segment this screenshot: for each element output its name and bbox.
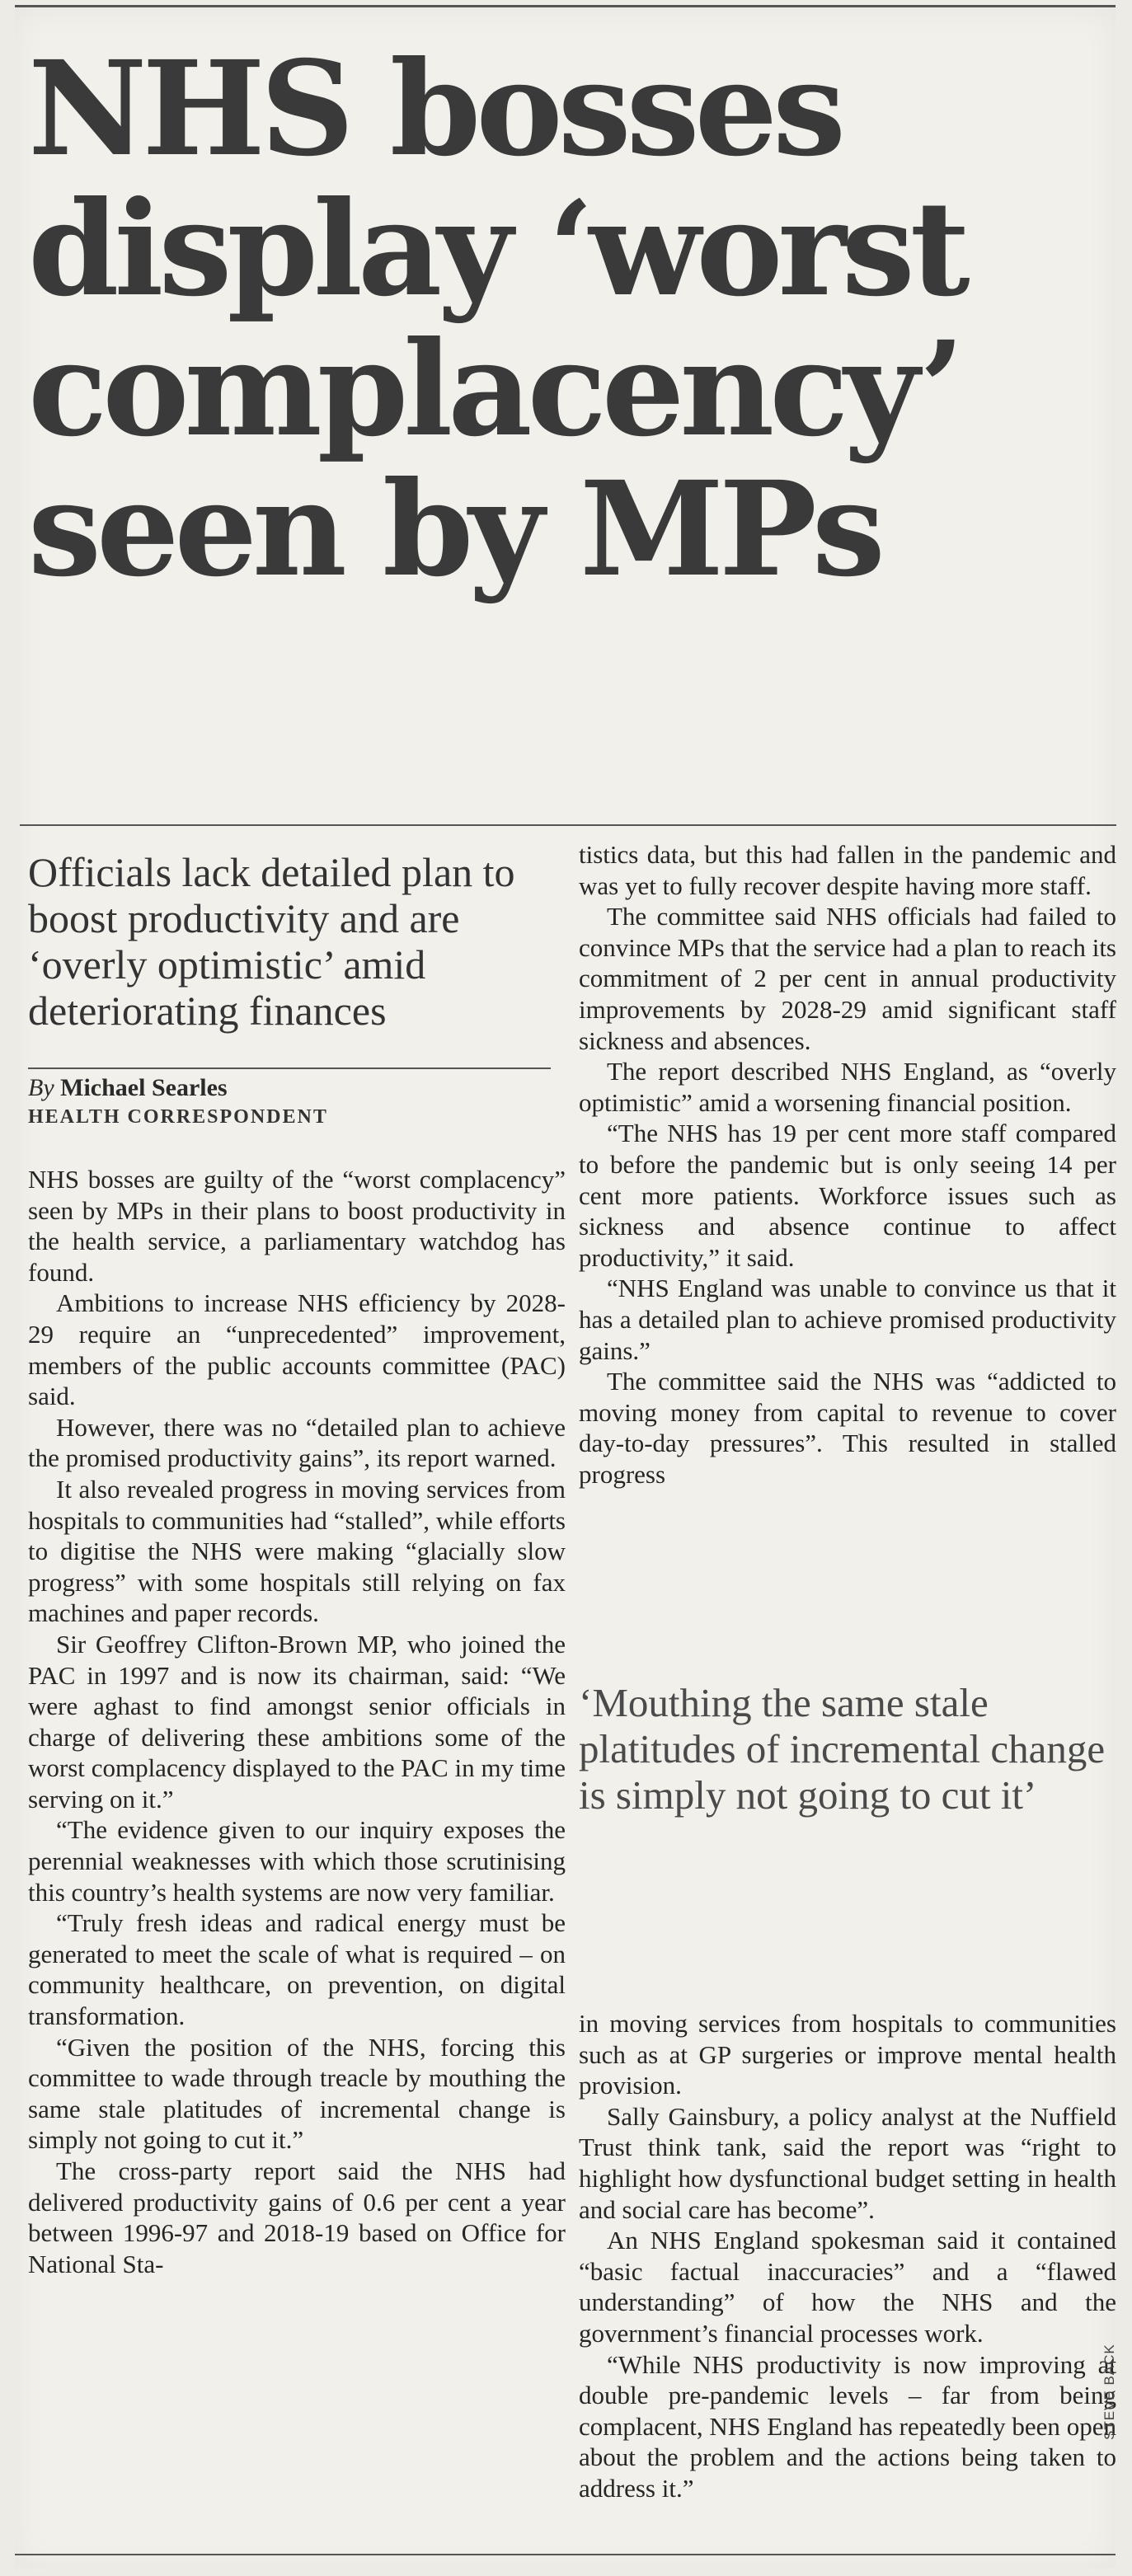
- paragraph: Sir Geoffrey Clifton-Brown MP, who joined the PAC in 1997 and is now its chairman, said: “We were aghast to find amongst senior officials in charge of delivering these ambitions some of the worst complacency displayed to the PAC in my time serving on it.”: [28, 1629, 566, 1814]
- headline: [28, 33, 1116, 606]
- paragraph: NHS bosses are guilty of the “worst complacency” seen by MPs in their plans to boost productivity in the health service, a parliamentary watchdog has found.: [28, 1165, 566, 1287]
- paragraph: “The NHS has 19 per cent more staff compared to before the pandemic but is only seeing 14 per cent more patients. Workforce issues such as sickness and absence continue to affect productivity,” it said.: [579, 1119, 1116, 1272]
- paragraph: The cross-party report said the NHS had delivered productivity gains of 0.6 per cent a year between 1996-97 and 2018-19 based on Office for National Sta-: [28, 2156, 566, 2278]
- article-column-right-bottom: [579, 2008, 1116, 2504]
- paragraph: The committee said NHS officials had failed to convince MPs that the service had a plan to reach its commitment of 2 per cent in annual productivity improvements by 2028-29 amid significant staff sickness and absences.: [579, 902, 1116, 1055]
- paragraph: “Given the position of the NHS, forcing this committee to wade through treacle by mouthing the same stale platitudes of incremental change is simply not going to cut it.”: [28, 2032, 566, 2155]
- paragraph: An NHS England spokesman said it contained “basic factual inaccuracies” and a “flawed understanding” of how the NHS and the government’s financial processes work.: [579, 2226, 1116, 2348]
- paragraph: tistics data, but this had fallen in the pandemic and was yet to fully recover despite having more staff.: [579, 840, 1116, 900]
- paragraph: “While NHS productivity is now improving at double pre-pandemic levels – far from being complacent, NHS England has repeatedly been open about the problem and the actions being taken to address it.”: [579, 2349, 1116, 2503]
- photo-credit: STEVE BACK: [1101, 2344, 1117, 2440]
- article-column-right-top: [579, 839, 1116, 1490]
- headline-line: NHS bosses: [28, 33, 842, 185]
- headline-line: display ‘worst: [28, 173, 965, 326]
- paragraph: Sally Gainsbury, a policy analyst at the Nuffield Trust think tank, said the report was “right to highlight how dysfunctional budget setting in health and social care has become”.: [579, 2101, 1116, 2224]
- paragraph: The report described NHS England, as “overly optimistic” amid a worsening financial position.: [579, 1057, 1116, 1117]
- bottom-rule: [15, 2554, 1116, 2555]
- byline-author: Michael Searles: [60, 1074, 228, 1101]
- standfirst: Officials lack detailed plan to boost productivity and are ‘overly optimistic’ amid deteriorating finances: [28, 849, 515, 1034]
- pull-quote: ‘Mouthing the same stale platitudes of incremental change is simply not going to cut it’: [579, 1680, 1106, 1818]
- paragraph: “Truly fresh ideas and radical energy must be generated to meet the scale of what is required – on community healthcare, on prevention, on digital transformation.: [28, 1908, 566, 2031]
- byline-role: HEALTH CORRESPONDENT: [28, 1106, 328, 1128]
- byline-prefix: By: [28, 1074, 54, 1101]
- top-rule: [15, 5, 1116, 7]
- paragraph: “The evidence given to our inquiry exposes the perennial weaknesses with which those scrutinising this country’s health systems are now very familiar.: [28, 1815, 566, 1907]
- article-column-left: [28, 1164, 566, 2279]
- headline-divider: [20, 824, 1116, 826]
- paragraph: “NHS England was unable to convince us that it has a detailed plan to achieve promised productivity gains.”: [579, 1274, 1116, 1365]
- paragraph: The committee said the NHS was “addicted to moving money from capital to revenue to cover day-to-day pressures”. This resulted in stalled progress: [579, 1367, 1116, 1489]
- byline-divider: [28, 1067, 551, 1069]
- paragraph: However, there was no “detailed plan to achieve the promised productivity gains”, its report warned.: [28, 1412, 566, 1473]
- paragraph: It also revealed progress in moving services from hospitals to communities had “stalled”, while efforts to digitise the NHS were making “glacially slow progress” with some hospitals still relying on fax machines and paper records.: [28, 1474, 566, 1628]
- paragraph: in moving services from hospitals to communities such as at GP surgeries or improve mental health provision.: [579, 2009, 1116, 2100]
- paragraph: Ambitions to increase NHS efficiency by 2028-29 require an “unprecedented” improvement, members of the public accounts committee (PAC) said.: [28, 1288, 566, 1411]
- headline-line: seen by MPs: [28, 453, 881, 606]
- headline-line: complacency’: [28, 313, 961, 466]
- byline: [28, 1072, 556, 1129]
